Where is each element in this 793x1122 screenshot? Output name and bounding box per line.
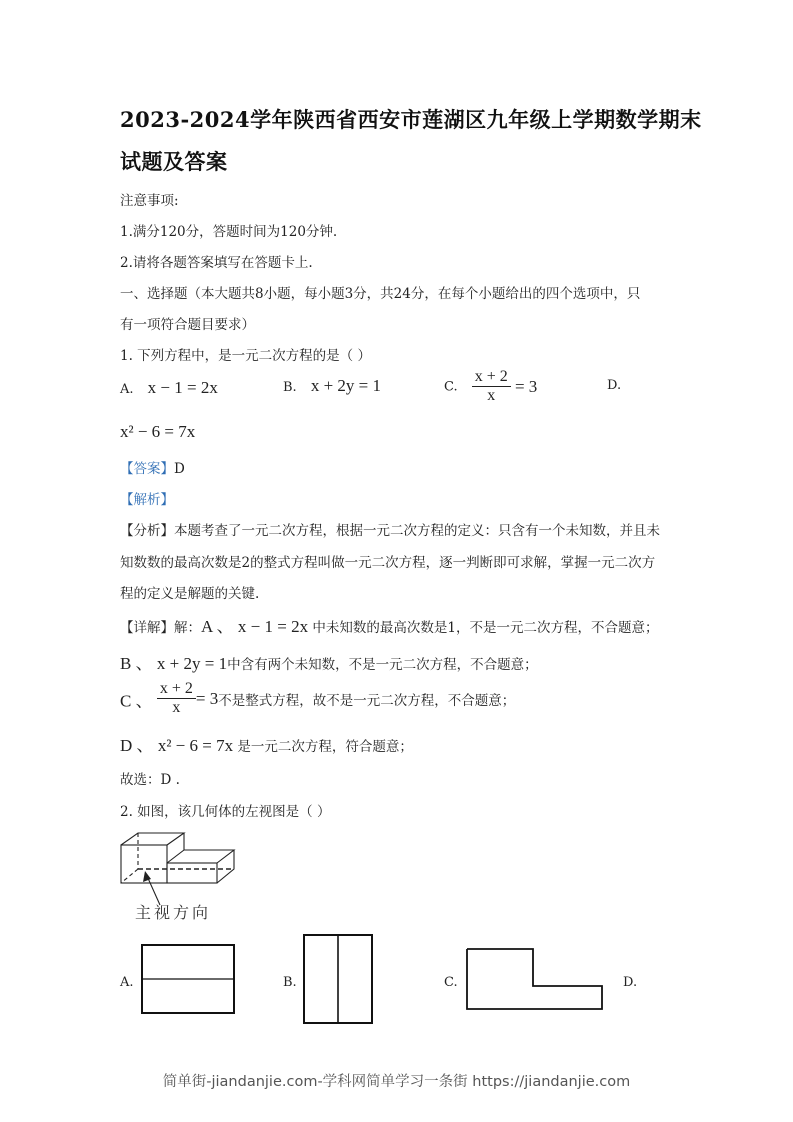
notice-heading: 注意事项: bbox=[120, 193, 179, 209]
page-footer-watermark: 简单街-jiandanjie.com-学科网简单学习一条街 https://jiandanjie.com bbox=[162, 1074, 631, 1090]
figure-caption: 主视方向 bbox=[135, 903, 212, 922]
analysis-text: 知数数的最高次数是2的整式方程叫做一元二次方程，逐一判断即可求解，掌握一元二次方 bbox=[120, 555, 656, 571]
conclusion: 故选：D . bbox=[120, 772, 180, 788]
detail-c: C 、 $\frac{x + 2}{x}$ = 3不是整式方程，故不是一元二次方程，不合题意； bbox=[120, 680, 516, 717]
q2-option-c-label: C. bbox=[444, 975, 458, 990]
answer-label: 【答案】 bbox=[120, 461, 174, 477]
document-title-line1: 2023-2024学年陕西省西安市莲湖区九年级上学期数学期末 bbox=[120, 107, 702, 132]
q1-option-d-expr: x² − 6 = 7x bbox=[120, 422, 196, 441]
analysis-label: 【解析】 bbox=[120, 492, 174, 508]
q1-option-a-expr: x − 1 = 2x bbox=[147, 378, 218, 397]
q2-option-a-label: A. bbox=[120, 975, 134, 990]
detail-b: B 、 x + 2y = 1中含有两个未知数，不是一元二次方程，不合题意； bbox=[120, 654, 538, 673]
detail-d: D 、 x² − 6 = 7x 是一元二次方程，符合题意； bbox=[120, 736, 413, 755]
q1-option-a: A. x − 1 = 2x bbox=[120, 378, 218, 397]
notice-item: 1.满分120分，答题时间为120分钟. bbox=[120, 224, 338, 240]
q1-option-c-fraction: $\frac{x + 2}{x}$ bbox=[472, 368, 511, 406]
q1-option-b-expr: x + 2y = 1 bbox=[310, 376, 382, 395]
answer-value: D bbox=[174, 461, 185, 477]
q2-option-d-label: D. bbox=[623, 975, 638, 990]
document-title-line2: 试题及答案 bbox=[120, 149, 228, 174]
detail-a: 【详解】解：A 、 x − 1 = 2x 中未知数的最高次数是1，不是一元二次方程，不合题意； bbox=[120, 617, 659, 636]
question-2-stem: 2. 如图，该几何体的左视图是（ ） bbox=[120, 804, 331, 820]
q1-option-d-label: D. bbox=[607, 378, 622, 393]
analysis-text: 程的定义是解题的关键. bbox=[120, 586, 260, 602]
q2-option-b-label: B. bbox=[283, 975, 297, 990]
q1-option-c: C. $\frac{x + 2}{x}$ = 3 bbox=[444, 368, 538, 405]
notice-item: 2.请将各题答案填写在答题卡上. bbox=[120, 255, 313, 271]
question-1-stem: 1. 下列方程中，是一元二次方程的是（ ） bbox=[120, 348, 371, 364]
section-heading-cont: 有一项符合题目要求） bbox=[120, 317, 255, 333]
analysis-text: 【分析】本题考查了一元二次方程，根据一元二次方程的定义：只含有一个未知数，并且未 bbox=[120, 523, 660, 539]
q1-option-b: B. x + 2y = 1 bbox=[283, 376, 382, 395]
section-heading: 一、选择题（本大题共8小题，每小题3分，共24分，在每个小题给出的四个选项中，只 bbox=[120, 286, 641, 302]
